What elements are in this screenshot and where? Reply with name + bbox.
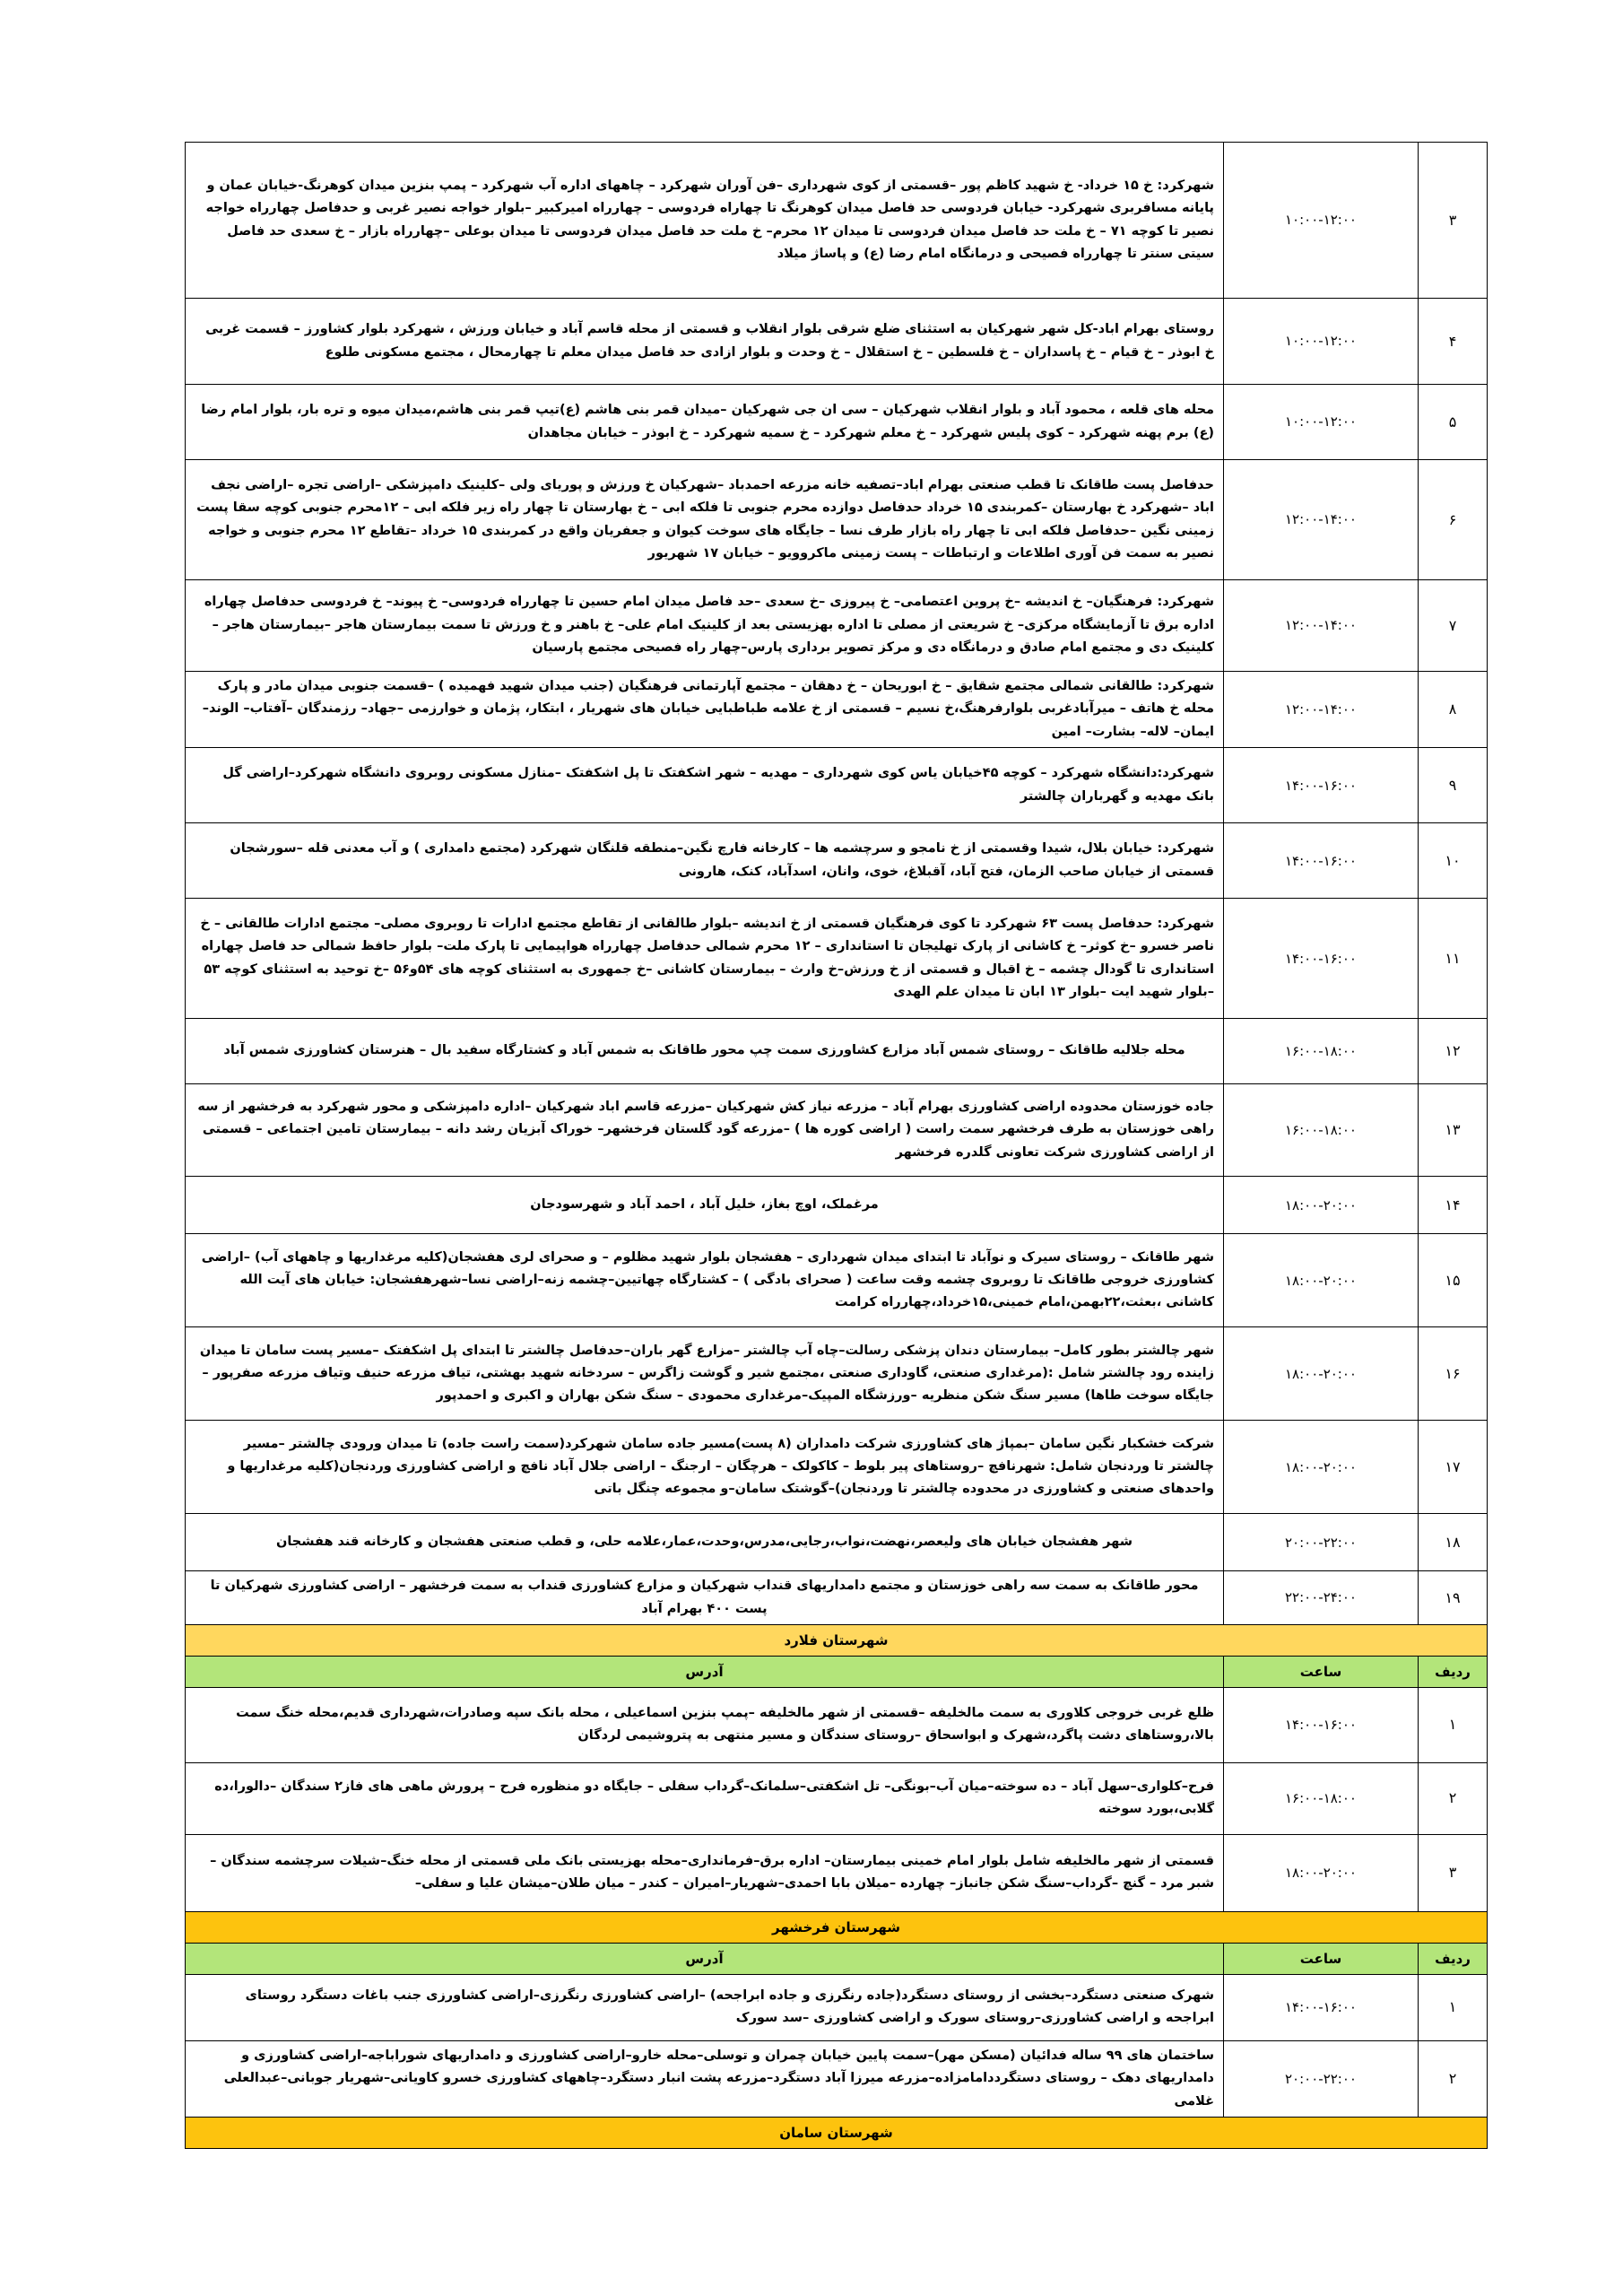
- header-address: آدرس: [186, 1943, 1224, 1974]
- time-range: ۱۴:۰۰-۱۶:۰۰: [1224, 1974, 1419, 2040]
- row-number: ۹: [1419, 748, 1488, 823]
- header-radif: ردیف: [1419, 1656, 1488, 1687]
- time-range: ۱۴:۰۰-۱۶:۰۰: [1224, 748, 1419, 823]
- time-range: ۱۸:۰۰-۲۰:۰۰: [1224, 1834, 1419, 1911]
- row-number: ۱۵: [1419, 1234, 1488, 1327]
- row-number: ۱۰: [1419, 823, 1488, 899]
- address-text: شهرکرد:دانشگاه شهرکرد – کوچه ۴۵خیابان یاس کوی شهرداری – مهدیه – شهر اشکفتک تا پل اشکفتک –منازل مسکونی روبروی دانشگاه شهرکرد–اراضی گل بانک مهدیه و گهرباران چالشتر: [186, 748, 1224, 823]
- time-range: ۱۲:۰۰-۱۴:۰۰: [1224, 580, 1419, 672]
- schedule-row: [186, 460, 1488, 580]
- shahrekord-rows: [186, 143, 1488, 1625]
- address-text: محور طاقانک به سمت سه راهی خوزستان و مجتمع دامداریهای قنداب شهرکیان و مزارع کشاورزی قنداب به سمت فرخشهر – اراضی کشاورزی شهرکیان تا پست ۴۰۰ بهرام آباد: [186, 1571, 1224, 1625]
- row-number: ۲: [1419, 1762, 1488, 1834]
- address-text: محله جلالیه طاقانک – روستای شمس آباد مزارع کشاورزی سمت چپ محور طاقانک به شمس آباد و کشتارگاه سفید بال – هنرستان کشاورزی شمس آباد: [186, 1019, 1224, 1084]
- address-text: شهرکرد: طالقانی شمالی مجتمع شقایق – خ ابوریحان – خ دهقان – مجتمع آپارتمانی فرهنگیان (جنب میدان شهید فهمیده ) –قسمت جنوبی میدان مادر و پارک محله خ هاتف – میرآبادغربی بلوارفرهنگ،خ نسیم – قسمتی از خ علامه طباطبایی خیابان های شهریار ، ابتکار، پژمان و خوارزمی –جهاد– رزمندگان –آفتاب– الوند– ایمان– لاله– بشارت– امین: [186, 672, 1224, 748]
- header-time: ساعت: [1224, 1656, 1419, 1687]
- time-range: ۱۸:۰۰-۲۰:۰۰: [1224, 1177, 1419, 1234]
- row-number: ۳: [1419, 143, 1488, 299]
- address-text: ساختمان های ۹۹ ساله فدائیان (مسکن مهر)–سمت پایین خیابان چمران و توسلی–محله خارو–اراضی کشاورزی و دامداریهای شوراباجه–اراضی کشاورزی و دامداریهای دهک – روستای دستگرددامامزاده–مزرعه میرزا آباد دستگرد–مزرعه پشت انبار دستگرد–چاههای کشاورزی خسرو کاویانی–شهریار جوبانی–عبدالعلی غلامی: [186, 2040, 1224, 2117]
- time-range: ۱۰:۰۰-۱۲:۰۰: [1224, 143, 1419, 299]
- address-text: شهرکرد: فرهنگیان– خ اندیشه –خ پروین اعتصامی– خ پیروزی –خ سعدی –حد فاصل میدان امام حسین تا چهارراه فردوسی– خ پیوند– خ فردوسی حدفاصل چهاراه اداره برق تا آزمایشگاه مرکزی– خ شریعتی از مصلی تا اداره بهزیستی بعد از کلینیک امام علی– خ باهنر و خ ورزش تا سمت بیمارستان هاجر –بیمارستان هاجر –کلینیک دی و مجتمع امام صادق و درمانگاه دی و مرکز تصویر برداری پارس–چهار راه فصیحی مجتمع پارسیان: [186, 580, 1224, 672]
- header-time: ساعت: [1224, 1943, 1419, 1974]
- schedule-row: [186, 672, 1488, 748]
- row-number: ۷: [1419, 580, 1488, 672]
- time-range: ۱۸:۰۰-۲۰:۰۰: [1224, 1421, 1419, 1514]
- time-range: ۱۸:۰۰-۲۰:۰۰: [1224, 1234, 1419, 1327]
- row-number: ۴: [1419, 299, 1488, 385]
- header-address: آدرس: [186, 1656, 1224, 1687]
- row-number: ۱۸: [1419, 1514, 1488, 1571]
- address-text: شهر چالشتر بطور کامل– بیمارستان دندان پزشکی رسالت–چاه آب چالشتر –مزارع گهر باران–حدفاصل چالشتر تا ابتدای پل اشکفتک –مسیر پست سامان تا میدان زاینده رود چالشتر شامل :(مرغداری صنعتی، گاوداری صنعتی ،مجتمع شیر و گوشت زاگرس – سردخانه شهید بهشتی، تیاف مزرعه حنیف وتیاف مزرعه صفرپور –جایگاه سوخت طاها) مسیر سنگ شکن منظریه –ورزشگاه المپیک–مرغداری محمودی – سنگ شکن بهاران و اکبری و احمدپور: [186, 1327, 1224, 1421]
- time-range: ۱۶:۰۰-۱۸:۰۰: [1224, 1019, 1419, 1084]
- address-text: ظلع غربی خروجی کلاوری به سمت مالخلیفه –قسمتی از شهر مالخلیفه –پمپ بنزین اسماعیلی ، محله بانک سپه وصادرات،شهرداری قدیم،محله خنگ سمت بالا،روستاهای دشت پاگرد،شهرک و ابواسحاق –روستای سندگان و مسیر منتهی به پتروشیمی لردگان: [186, 1687, 1224, 1762]
- address-text: شرکت خشکبار نگین سامان –بمپاژ های کشاورزی شرکت دامداران (۸ پست)مسیر جاده سامان شهرکرد(سمت راست جاده) تا میدان ورودی چالشتر –مسیر چالشتر تا وردنجان شامل: شهرنافچ –روستاهای پیر بلوط – کاکولک – هرچگان – ارجنگ – اراضی جلال آباد نافچ و اراضی کشاورزی وردنجان(کلیه مرغداریها و واحدهای صنعتی و کشاورزی در محدوده چالشتر تا وردنجان)–گوشتک سامان–و مجموعه چنگل باتی: [186, 1421, 1224, 1514]
- time-range: ۱۰:۰۰-۱۲:۰۰: [1224, 385, 1419, 460]
- schedule-row: [186, 1327, 1488, 1421]
- row-number: ۱۹: [1419, 1571, 1488, 1625]
- time-range: ۲۰:۰۰-۲۲:۰۰: [1224, 2040, 1419, 2117]
- row-number: ۱: [1419, 1974, 1488, 2040]
- schedule-row: [186, 1834, 1488, 1911]
- section-title-saman: شهرستان سامان: [186, 2118, 1488, 2149]
- row-number: ۱۴: [1419, 1177, 1488, 1234]
- schedule-row: [186, 299, 1488, 385]
- schedule-row: [186, 1084, 1488, 1177]
- schedule-row: [186, 1762, 1488, 1834]
- schedule-row: [186, 1974, 1488, 2040]
- farrokhshahr-section: [186, 1911, 1488, 1974]
- time-range: ۱۴:۰۰-۱۶:۰۰: [1224, 1687, 1419, 1762]
- schedule-row: [186, 2040, 1488, 2117]
- address-text: مرغملک، اوچ بغاز، خلیل آباد ، احمد آباد و شهرسودجان: [186, 1177, 1224, 1234]
- saman-section: [186, 2118, 1488, 2149]
- farrokhshahr-rows: [186, 1974, 1488, 2117]
- schedule-row: [186, 1019, 1488, 1084]
- time-range: ۱۲:۰۰-۱۴:۰۰: [1224, 460, 1419, 580]
- schedule-row: [186, 1421, 1488, 1514]
- address-text: شهرکرد: حدفاصل پست ۶۳ شهرکرد تا کوی فرهنگیان قسمتی از خ اندیشه –بلوار طالقانی از تقاطع مجتمع ادارات تا روبروی مصلی– مجتمع ادارات طالقانی – خ ناصر خسرو –خ کوثر– خ کاشانی از پارک تهلیجان تا استانداری – ۱۲ محرم شمالی حدفاصل چهارراه هواپیمایی تا پارک ملت– بلوار حافظ شمالی حد فاصل چهاراه استانداری تا گودال چشمه – خ اقبال و قسمتی از خ ورزش–خ وارث – بیمارستان کاشانی –خ جمهوری به استثنای کوچه های ۵۴و۵۶ –خ توحید به استثنای کوچه ۵۳ –بلوار شهید ایت –بلوار ۱۳ ابان تا میدان علم الهدی: [186, 899, 1224, 1019]
- row-number: ۶: [1419, 460, 1488, 580]
- row-number: ۳: [1419, 1834, 1488, 1911]
- time-range: ۱۴:۰۰-۱۶:۰۰: [1224, 823, 1419, 899]
- address-text: فرح–کلواری–سهل آباد – ده سوخته–میان آب–بونگی– تل اشکفتی–سلمانک–گرداب سفلی – جایگاه دو منظوره فرح – پرورش ماهی های فاز۲ سندگان –دالورا،ده گلابی،بورد سوخته: [186, 1762, 1224, 1834]
- time-range: ۱۲:۰۰-۱۴:۰۰: [1224, 672, 1419, 748]
- schedule-row: [186, 899, 1488, 1019]
- row-number: ۸: [1419, 672, 1488, 748]
- address-text: شهر هفشجان خیابان های ولیعصر،نهضت،نواب،رجایی،مدرس،وحدت،عمار،علامه حلی، و قطب صنعتی هفشجان و کارخانه قند هفشجان: [186, 1514, 1224, 1571]
- row-number: ۵: [1419, 385, 1488, 460]
- address-text: شهرک صنعتی دستگرد–بخشی از روستای دستگرد(جاده رنگرزی و جاده ابراجحه) –اراضی کشاورزی رنگرزی–اراضی کشاورزی جنب باغات دستگرد روستای ابراجحه و اراضی کشاورزی–روستای سورک و اراضی کشاورزی –سد سورک: [186, 1974, 1224, 2040]
- header-row-farrokhshahr: [186, 1943, 1488, 1974]
- section-row-saman: [186, 2118, 1488, 2149]
- falard-rows: [186, 1687, 1488, 1911]
- time-range: ۱۰:۰۰-۱۲:۰۰: [1224, 299, 1419, 385]
- row-number: ۱۱: [1419, 899, 1488, 1019]
- address-text: شهرکرد: خیابان بلال، شیدا وقسمتی از خ نامجو و سرچشمه ها – کارخانه فارچ نگین–منطقه قلنگان شهرکرد (مجتمع دامداری ) و آب معدنی قله –سورشجان قسمتی از خیابان صاحب الزمان، فتح آباد، آقبلاغ، خوی، وانان، اسدآباد، کنک، هارونی: [186, 823, 1224, 899]
- time-range: ۱۶:۰۰-۱۸:۰۰: [1224, 1084, 1419, 1177]
- address-text: شهرکرد: خ ۱۵ خرداد- خ شهید کاظم پور –قسمتی از کوی شهرداری –فن آوران شهرکرد – چاههای اداره آب شهرکرد – پمپ بنزین میدان کوهرنگ-خیابان عمان و پایانه مسافربری شهرکرد- خیابان فردوسی حد فاصل میدان کوهرنگ تا چهاراه فردوسی – چهارراه امیرکبیر –بلوار خواجه نصیر غربی و حدفاصل چهارراه خواجه نصیر تا کوچه ۷۱ – خ ملت حد فاصل میدان فردوسی تا میدان ۱۲ محرم– خ ملت حد فاصل میدان فردوسی تا میدان بوعلی –چهارراه بازار – خ سعدی حد فاصل سیتی سنتر تا چهارراه فصیحی و درمانگاه امام رضا (ع) و پاساژ میلاد: [186, 143, 1224, 299]
- section-title-falard: شهرستان فلارد: [186, 1624, 1488, 1656]
- section-title-farrokhshahr: شهرستان فرخشهر: [186, 1911, 1488, 1943]
- section-row-falard: [186, 1624, 1488, 1656]
- time-range: ۱۴:۰۰-۱۶:۰۰: [1224, 899, 1419, 1019]
- row-number: ۱۷: [1419, 1421, 1488, 1514]
- header-row-falard: [186, 1656, 1488, 1687]
- address-text: محله های قلعه ، محمود آباد و بلوار انقلاب شهرکیان – سی ان جی شهرکیان –میدان قمر بنی هاشم (ع)تیپ قمر بنی هاشم،میدان میوه و تره بار، بلوار امام رضا (ع) برم پهنه شهرکرد – کوی پلیس شهرکرد – خ معلم شهرکرد – خ سمیه شهرکرد – خ ابوذر – خیابان مجاهدان: [186, 385, 1224, 460]
- section-row-farrokhshahr: [186, 1911, 1488, 1943]
- falard-section: [186, 1624, 1488, 1687]
- address-text: روستای بهرام اباد-کل شهر شهرکیان به استثنای ضلع شرقی بلوار انقلاب و قسمتی از محله قاسم آباد و خیابان ورزش ، شهرکرد بلوار کشاورز – قسمت غربی خ ابوذر – خ قیام – خ پاسداران – خ فلسطین – خ استقلال – خ وحدت و بلوار ازادی حد فاصل میدان معلم تا چهارمحال ، مجتمع مسکونی طلوع: [186, 299, 1224, 385]
- address-text: قسمتی از شهر مالخلیفه شامل بلوار امام خمینی بیمارستان– اداره برق–فرمانداری–محله بهزیستی بانک ملی قسمتی از محله خنگ–شیلات سرچشمه سندگان – شبر مرد – گنچ –گرداب–سنگ شکن جانباز– چهارده –میلان بابا احمدی–شهریار–امیران – کندر – میان طلان–میشان علیا و سفلی–: [186, 1834, 1224, 1911]
- address-text: شهر طاقانک – روستای سیرک و نوآباد تا ابتدای میدان شهرداری – هفشجان بلوار شهید مظلوم – و صحرای لری هفشجان(کلیه مرغداریها و چاههای آب) –اراضی کشاورزی خروجی طاقانک تا روبروی چشمه وقت ساعت ( صحرای بادگی ) – کشتارگاه چهاتیین–چشمه زنه–اراضی نسا–شهرهفشجان: خیابان های آیت الله کاشانی ،بعثت،۲۲بهمن،امام خمینی،۱۵خرداد،چهارراه کرامت: [186, 1234, 1224, 1327]
- schedule-row: [186, 580, 1488, 672]
- schedule-row: [186, 1177, 1488, 1234]
- row-number: ۱۳: [1419, 1084, 1488, 1177]
- schedule-row: [186, 748, 1488, 823]
- row-number: ۱۶: [1419, 1327, 1488, 1421]
- schedule-row: [186, 1234, 1488, 1327]
- schedule-row: [186, 143, 1488, 299]
- row-number: ۱۲: [1419, 1019, 1488, 1084]
- schedule-row: [186, 823, 1488, 899]
- address-text: حدفاصل پست طاقانک تا قطب صنعتی بهرام اباد–تصفیه خانه مزرعه احمدباد –شهرکیان خ ورزش و پوریای ولی –کلینیک دامپزشکی –اراضی تجره –اراضی نجف اباد –شهرکرد خ بهارستان –کمربندی ۱۵ خرداد حدفاصل دوازده محرم جنوبی تا فلکه ابی – خ بهارستان تا چهار راه زیر فلکه ابی – ۱۲محرم جنوبی کوچه سقا پست زمینی نگین –حدفاصل فلکه ابی تا چهار راه بازار طرف نسا – جایگاه های سوخت کیوان و جعفریان واقع در کمربندی ۱۵ خرداد –تقاطع ۱۲ محرم جنوبی و خواجه نصیر به سمت فن آوری اطلاعات و ارتباطات – پست زمینی ماکروویو – خیابان ۱۷ شهریور: [186, 460, 1224, 580]
- schedule-row: [186, 1571, 1488, 1625]
- time-range: ۲۲:۰۰-۲۴:۰۰: [1224, 1571, 1419, 1625]
- schedule-row: [186, 385, 1488, 460]
- outage-schedule-table: [185, 142, 1488, 2149]
- schedule-row: [186, 1687, 1488, 1762]
- time-range: ۱۸:۰۰-۲۰:۰۰: [1224, 1327, 1419, 1421]
- row-number: ۱: [1419, 1687, 1488, 1762]
- address-text: جاده خوزستان محدوده اراضی کشاورزی بهرام آباد – مزرعه نیاز کش شهرکیان –مزرعه قاسم اباد شهرکیان –اداره دامپزشکی و محور شهرکرد به فرخشهر از سه راهی خوزستان به طرف فرخشهر سمت راست ( اراضی کوره ها ) –مزرعه گود گلستان فرخشهر– خوراک آبزیان رشد دانه – بیمارستان تامین اجتماعی – قسمتی از اراضی کشاورزی شرکت تعاونی گلدره فرخشهر: [186, 1084, 1224, 1177]
- schedule-row: [186, 1514, 1488, 1571]
- time-range: ۲۰:۰۰-۲۲:۰۰: [1224, 1514, 1419, 1571]
- time-range: ۱۶:۰۰-۱۸:۰۰: [1224, 1762, 1419, 1834]
- header-radif: ردیف: [1419, 1943, 1488, 1974]
- row-number: ۲: [1419, 2040, 1488, 2117]
